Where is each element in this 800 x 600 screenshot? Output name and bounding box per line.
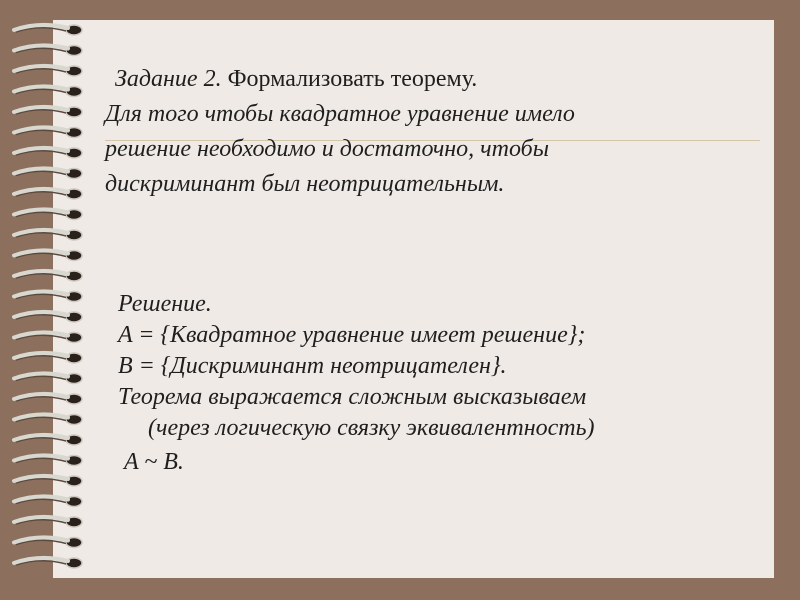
spiral-ring xyxy=(14,414,82,424)
spiral-binding xyxy=(0,0,100,600)
task-line-3: дискриминант был неотрицательным. xyxy=(105,171,505,197)
definition-b: B = {Дискриминант неотрицателен}. xyxy=(118,353,507,379)
spiral-ring xyxy=(14,353,82,363)
definition-a: A = {Квадратное уравнение имеет решение}; xyxy=(118,322,586,348)
spiral-ring xyxy=(14,332,82,342)
solution-heading: Решение. xyxy=(118,291,212,317)
spiral-ring xyxy=(14,271,82,281)
spiral-ring xyxy=(14,250,82,260)
theorem-line-2: (через логическую связку эквивалентность) xyxy=(148,415,595,441)
spiral-ring xyxy=(14,476,82,486)
spiral-ring xyxy=(14,148,82,158)
spiral-ring xyxy=(14,394,82,404)
spiral-ring xyxy=(14,373,82,383)
spiral-ring xyxy=(14,230,82,240)
task-heading xyxy=(105,62,765,97)
task-line-1: Для того чтобы квадратное уравнение имело xyxy=(105,101,575,127)
task-label: Задание 2. xyxy=(115,66,222,92)
spiral-ring xyxy=(14,189,82,199)
spiral-ring xyxy=(14,107,82,117)
spiral-ring xyxy=(14,168,82,178)
spiral-ring xyxy=(14,86,82,96)
spiral-ring xyxy=(14,66,82,76)
formula: A ~ B. xyxy=(124,449,184,475)
task-line-2: решение необходимо и достаточно, чтобы xyxy=(105,136,549,162)
spiral-ring xyxy=(14,209,82,219)
spiral-ring xyxy=(14,291,82,301)
theorem-line-1: Теорема выражается сложным высказываем xyxy=(118,384,587,410)
solution-block xyxy=(118,289,758,478)
task-title: Формализовать теорему. xyxy=(221,66,478,92)
task-block xyxy=(105,62,765,202)
spiral-ring xyxy=(14,496,82,506)
spiral-ring xyxy=(14,25,82,35)
spiral-ring xyxy=(14,45,82,55)
spiral-ring xyxy=(14,455,82,465)
spiral-ring xyxy=(14,127,82,137)
spiral-ring xyxy=(14,312,82,322)
spiral-ring xyxy=(14,517,82,527)
spiral-ring xyxy=(14,537,82,547)
spiral-ring xyxy=(14,435,82,445)
spiral-ring xyxy=(14,558,82,568)
